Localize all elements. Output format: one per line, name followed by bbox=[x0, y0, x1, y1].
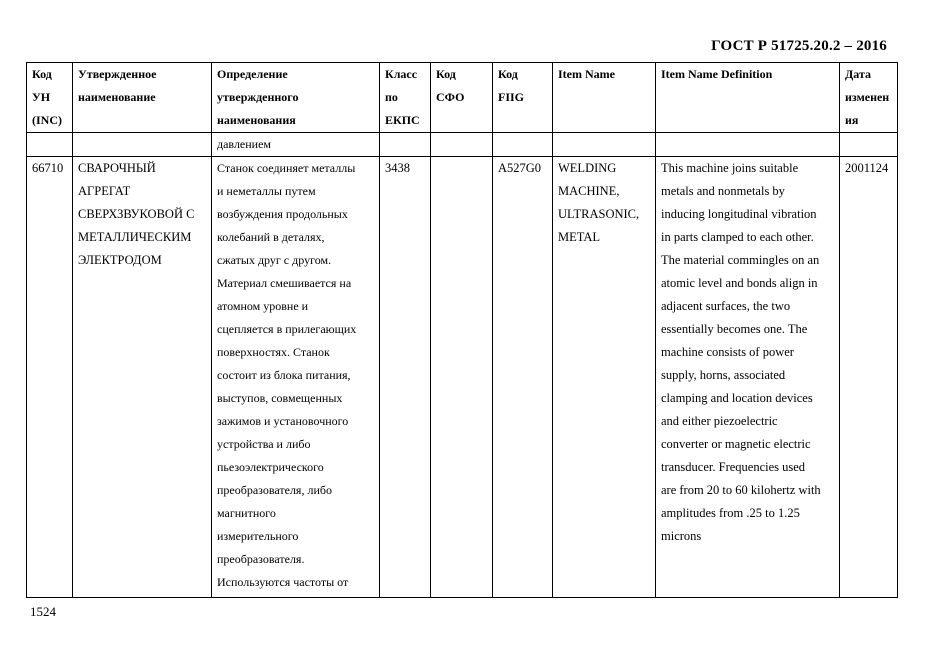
cell-empty bbox=[73, 133, 212, 157]
cell-empty bbox=[431, 133, 493, 157]
cell-definition-continuation: давлением bbox=[212, 133, 380, 157]
cell-empty bbox=[553, 133, 656, 157]
cell-empty bbox=[27, 133, 73, 157]
cell-empty bbox=[380, 133, 431, 157]
cell-ekps-class: 3438 bbox=[380, 157, 431, 598]
column-header-definition: Определение утвержденного наименования bbox=[212, 63, 380, 133]
cell-empty bbox=[493, 133, 553, 157]
column-header-sfo-code: Код СФО bbox=[431, 63, 493, 133]
column-header-ekps-class: Класс по ЕКПС bbox=[380, 63, 431, 133]
column-header-approved-name: Утвержденное наименование bbox=[73, 63, 212, 133]
column-header-fiig-code: Код FIIG bbox=[493, 63, 553, 133]
cell-empty bbox=[840, 133, 898, 157]
page-number: 1524 bbox=[30, 604, 56, 619]
column-header-item-name: Item Name bbox=[553, 63, 656, 133]
nomenclature-table bbox=[26, 62, 898, 598]
cell-fiig-code: A527G0 bbox=[493, 157, 553, 598]
table-row-continuation bbox=[27, 133, 898, 157]
cell-inc: 66710 bbox=[27, 157, 73, 598]
column-header-inc: Код УН (INC) bbox=[27, 63, 73, 133]
column-header-change-date: Дата изменен ия bbox=[840, 63, 898, 133]
cell-definition: Станок соединяет металлы и неметаллы путем возбуждения продольных колебаний в деталях, сжатых друг с другом. Материал смешивается на атомном уровне и сцепляется в прилегающих поверхностях. Станок состоит из блока питания, выступов, совмещенных зажимов и установочного устройства и либо пьезоэлектрического преобразователя, либо магнитного измерительного преобразователя. Используются частоты от bbox=[212, 157, 380, 598]
cell-approved-name: СВАРОЧНЫЙ АГРЕГАТ СВЕРХЗВУКОВОЙ С МЕТАЛЛИЧЕСКИМ ЭЛЕКТРОДОМ bbox=[73, 157, 212, 598]
cell-sfo-code bbox=[431, 157, 493, 598]
cell-item-definition: This machine joins suitable metals and nonmetals by inducing longitudinal vibration in parts clamped to each other. The material commingles on an atomic level and bonds align in adjacent surfaces, the two essentially becomes one. The machine consists of power supply, horns, associated clamping and location devices and either piezoelectric converter or magnetic electric transducer. Frequencies used are from 20 to 60 kilohertz with amplitudes from .25 to 1.25 microns bbox=[656, 157, 840, 598]
column-header-item-definition: Item Name Definition bbox=[656, 63, 840, 133]
table-row bbox=[27, 157, 898, 598]
table-header-row bbox=[27, 63, 898, 133]
cell-item-name: WELDING MACHINE, ULTRASONIC, METAL bbox=[553, 157, 656, 598]
document-standard-header: ГОСТ Р 51725.20.2 – 2016 bbox=[711, 38, 887, 54]
cell-change-date: 2001124 bbox=[840, 157, 898, 598]
cell-empty bbox=[656, 133, 840, 157]
